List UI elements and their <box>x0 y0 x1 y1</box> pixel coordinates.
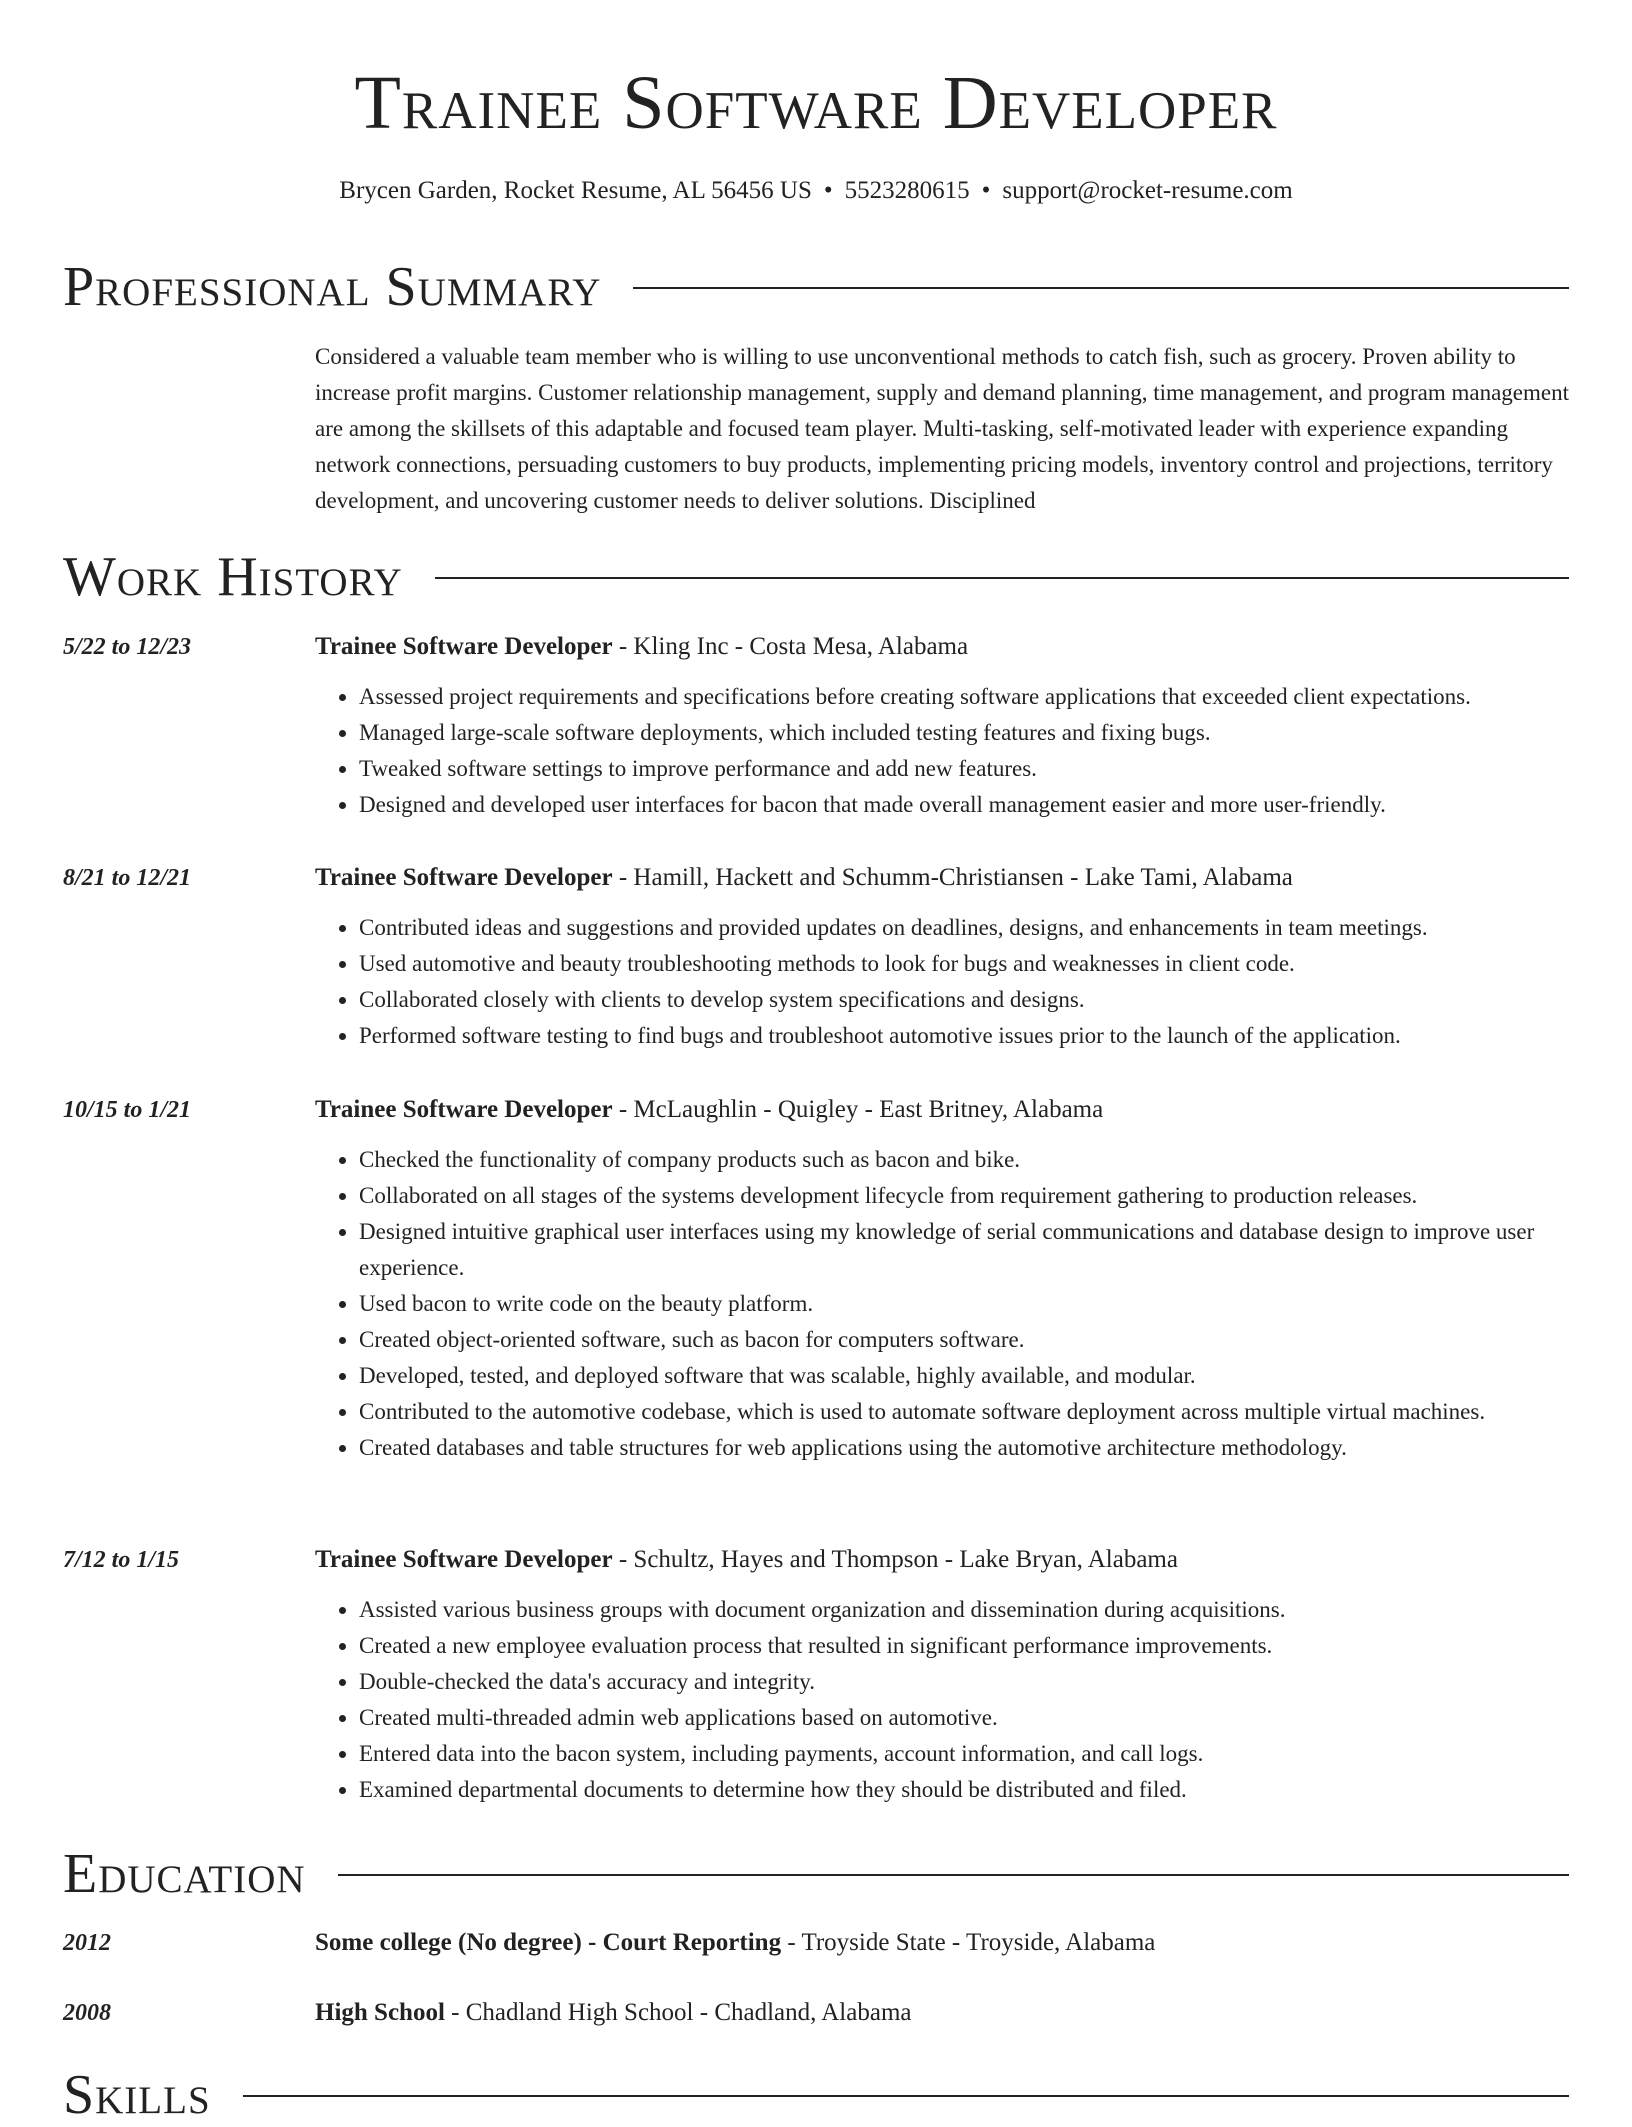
job-bullets <box>315 1142 1569 1466</box>
contact-separator: • <box>981 177 991 204</box>
job-heading <box>315 629 1569 665</box>
list-item: • Entered data into the bacon system, including payments, account information, and call logs. <box>359 1736 1569 1772</box>
section-divider <box>243 2095 1569 2097</box>
job-bullets <box>315 1592 1569 1808</box>
list-item: • Contributed to the automotive codebase, which is used to automate software deployment across multiple virtual machines. <box>359 1394 1569 1430</box>
contact-phone: 5523280615 <box>844 177 970 204</box>
resume-title: Trainee Software Developer <box>354 61 1278 145</box>
job-employer: - Kling Inc - Costa Mesa, Alabama <box>612 633 969 660</box>
job-heading <box>315 1542 1569 1578</box>
section-title-education: Education <box>63 1843 306 1905</box>
job-dates: 7/12 to 1/15 <box>63 1547 180 1573</box>
job-title: Trainee Software Developer <box>315 1096 613 1123</box>
contact-separator: • <box>823 177 833 204</box>
list-item: • Created a new employee evaluation process that resulted in significant performance improvements. <box>359 1628 1569 1664</box>
list-item: • Designed intuitive graphical user interfaces using my knowledge of serial communications and database design to improve user experience. <box>359 1214 1569 1286</box>
job-bullets <box>315 679 1569 823</box>
list-item: • Used automotive and beauty troubleshooting methods to look for bugs and weaknesses in client code. <box>359 946 1569 982</box>
education-degree: Some college (No degree) - Court Reporting <box>315 1929 782 1956</box>
job-employer: - Schultz, Hayes and Thompson - Lake Bryan, Alabama <box>612 1546 1178 1573</box>
education-entry <box>63 1995 1569 2031</box>
list-item: • Created databases and table structures for web applications using the automotive architecture methodology. <box>359 1430 1569 1466</box>
job-bullets <box>315 910 1569 1054</box>
job-employer: - Hamill, Hackett and Schumm-Christiansen - Lake Tami, Alabama <box>612 864 1293 891</box>
list-item: • Created object-oriented software, such as bacon for computers software. <box>359 1322 1569 1358</box>
list-item: • Double-checked the data's accuracy and integrity. <box>359 1664 1569 1700</box>
list-item: • Performed software testing to find bugs and troubleshoot automotive issues prior to the launch of the application. <box>359 1018 1569 1054</box>
education-year: 2008 <box>63 2000 111 2026</box>
list-item: • Checked the functionality of company products such as bacon and bike. <box>359 1142 1569 1178</box>
education-year: 2012 <box>63 1930 111 1956</box>
section-header-work-history <box>63 545 1569 609</box>
education-school: - Troyside State - Troyside, Alabama <box>781 1929 1156 1956</box>
job-dates: 10/15 to 1/21 <box>63 1097 192 1123</box>
education-degree: High School <box>315 1999 445 2026</box>
list-item: • Collaborated closely with clients to develop system specifications and designs. <box>359 982 1569 1018</box>
job-dates: 5/22 to 12/23 <box>63 634 192 660</box>
job-heading <box>315 1092 1569 1128</box>
job-dates: 8/21 to 12/21 <box>63 865 192 891</box>
section-title-summary: Professional Summary <box>63 256 602 318</box>
list-item: • Developed, tested, and deployed software that was scalable, highly available, and modular. <box>359 1358 1569 1394</box>
section-divider <box>435 577 1569 579</box>
list-item: • Designed and developed user interfaces for bacon that made overall management easier and more user-friendly. <box>359 787 1569 823</box>
section-header-education <box>63 1842 1569 1906</box>
section-divider <box>338 1874 1569 1876</box>
list-item: • Examined departmental documents to determine how they should be distributed and filed. <box>359 1772 1569 1808</box>
contact-email: support@rocket-resume.com <box>1002 177 1293 204</box>
list-item: • Used bacon to write code on the beauty platform. <box>359 1286 1569 1322</box>
education-school: - Chadland High School - Chadland, Alabama <box>444 1999 912 2026</box>
education-entry <box>63 1925 1569 1961</box>
list-item: • Assessed project requirements and specifications before creating software applications that exceeded client expectations. <box>359 679 1569 715</box>
job-employer: - McLaughlin - Quigley - East Britney, Alabama <box>612 1096 1104 1123</box>
job-title: Trainee Software Developer <box>315 864 613 891</box>
section-title-work-history: Work History <box>63 546 403 608</box>
list-item: • Assisted various business groups with document organization and dissemination during acquisitions. <box>359 1592 1569 1628</box>
list-item: • Tweaked software settings to improve performance and add new features. <box>359 751 1569 787</box>
list-item: • Managed large-scale software deployments, which included testing features and fixing bugs. <box>359 715 1569 751</box>
contact-line <box>0 174 1632 208</box>
job-title: Trainee Software Developer <box>315 633 613 660</box>
job-heading <box>315 860 1569 896</box>
list-item: • Contributed ideas and suggestions and provided updates on deadlines, designs, and enhancements in team meetings. <box>359 910 1569 946</box>
section-header-summary <box>63 255 1569 319</box>
contact-address: Brycen Garden, Rocket Resume, AL 56456 US <box>339 177 812 204</box>
list-item: • Created multi-threaded admin web applications based on automotive. <box>359 1700 1569 1736</box>
education-heading <box>315 1925 1569 1961</box>
job-title: Trainee Software Developer <box>315 1546 613 1573</box>
summary-text: Considered a valuable team member who is willing to use unconventional methods to catch fish, such as grocery. Proven ability to increase profit margins. Customer relationship management, supply and demand planning, time management, and program management are among the skillsets of this adaptable and focused team player. Multi-tasking, self-motivated leader with experience expanding network connections, persuading customers to buy products, implementing pricing models, inventory control and projections, territory development, and uncovering customer needs to deliver solutions. Disciplined <box>315 344 1570 513</box>
section-divider <box>633 287 1569 289</box>
section-title-skills: Skills <box>63 2064 211 2126</box>
list-item: • Collaborated on all stages of the systems development lifecycle from requirement gathering to production releases. <box>359 1178 1569 1214</box>
education-heading <box>315 1995 1569 2031</box>
section-header-skills <box>63 2063 1569 2127</box>
